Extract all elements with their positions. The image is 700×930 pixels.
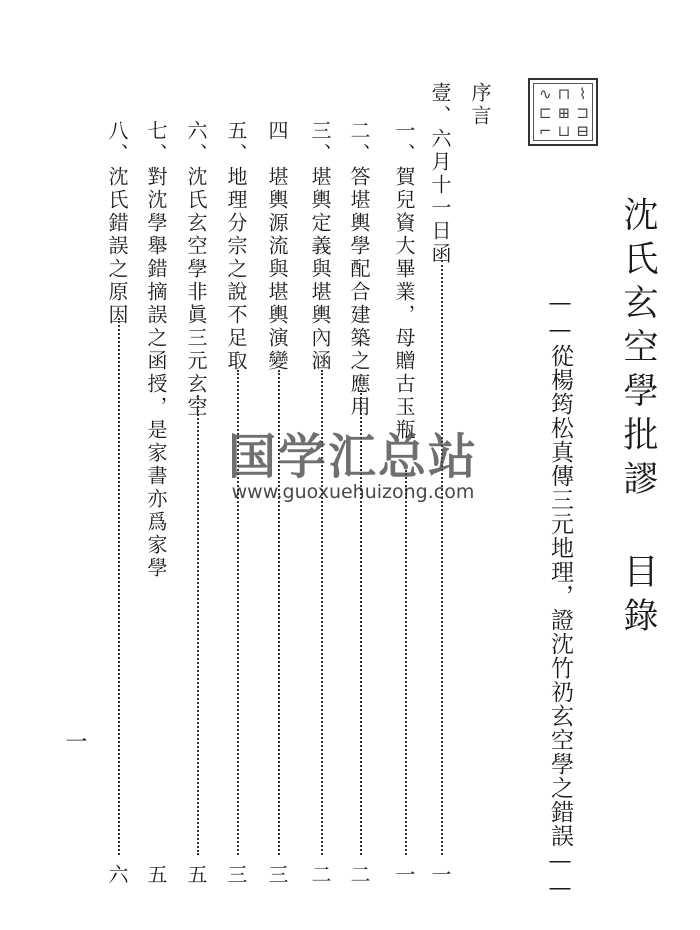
toc-entry-label: 五、地理分宗之說不足取 bbox=[224, 120, 248, 373]
seal-stamp bbox=[528, 78, 598, 146]
toc-leader bbox=[197, 395, 199, 855]
toc-preface: 序言 bbox=[468, 82, 492, 128]
toc-entry-label: 壹、六月十一日函 bbox=[428, 82, 452, 266]
book-subtitle: ——從楊筠松真傳三元地理，證沈竹礽玄空學之錯誤—— bbox=[547, 290, 573, 902]
toc-leader bbox=[441, 260, 443, 855]
watermark-text: 国学汇总站 bbox=[227, 429, 478, 485]
toc-entry-label: 四 堪輿源流與堪輿演變 bbox=[265, 120, 289, 373]
toc-page-number: 五 bbox=[184, 864, 208, 884]
toc-entry-label: 六、沈氏玄空學非眞三元玄空 bbox=[184, 120, 208, 419]
toc-page-number: 一 bbox=[428, 864, 452, 884]
toc-entry-label: 三、堪輿定義與堪輿內涵 bbox=[308, 120, 332, 373]
seal-glyphs: ∿ ⊓ ⌇ ⊏ ⊞ ⊐ ⌐ ⊔ ⊟ bbox=[538, 85, 589, 141]
toc-leader bbox=[118, 318, 120, 855]
toc-page-number: 三 bbox=[265, 864, 289, 884]
toc-page-number: 六 bbox=[105, 864, 129, 884]
toc-page-number: 三 bbox=[224, 864, 248, 884]
watermark-url: www.guoxuehuizong.com bbox=[231, 481, 475, 503]
toc-page-number: 一 bbox=[392, 864, 416, 884]
book-title: 沈氏玄空學批謬 目錄 bbox=[618, 196, 658, 641]
toc-page-number: 二 bbox=[347, 864, 371, 884]
page-folio: 一 bbox=[62, 730, 87, 752]
toc-page-number: 五 bbox=[144, 864, 168, 884]
toc-entry-label: 一、賀兒資大畢業，母贈古玉瓶 bbox=[392, 120, 416, 442]
toc-page-number: 二 bbox=[308, 864, 332, 884]
toc-entry-label: 七、對沈學舉錯摘誤之函授，是家書亦爲家學 bbox=[144, 120, 168, 580]
toc-entry-label: 二、答堪輿學配合建築之應用 bbox=[347, 120, 371, 419]
toc-leader bbox=[405, 470, 407, 855]
toc-entry-label: 八、沈氏錯誤之原因 bbox=[105, 120, 129, 327]
